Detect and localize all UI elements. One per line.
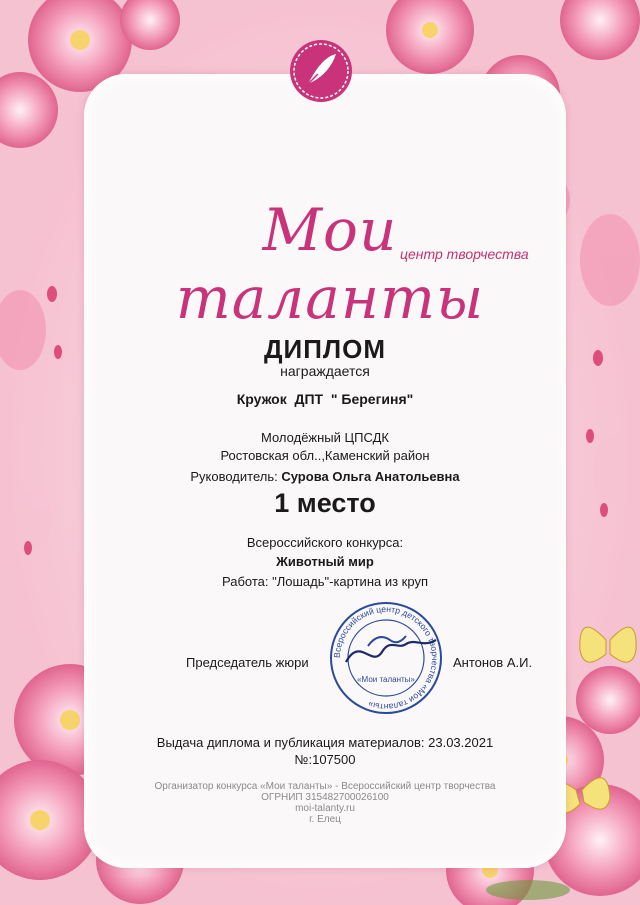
issue-date-line: Выдача диплома и публикация материалов: 23.03.2021 xyxy=(156,735,494,750)
jury-label: Председатель жюри xyxy=(186,655,309,670)
diploma-number: №:107500 xyxy=(294,752,356,767)
recipient-name: Кружок ДПТ " Берегиня" xyxy=(236,391,414,407)
quill-emblem-icon xyxy=(288,38,354,104)
stamp-center-text: «Мои таланты» xyxy=(357,675,415,684)
official-stamp xyxy=(328,600,444,716)
contest-name: Животный мир xyxy=(276,554,374,569)
leader-name: Сурова Ольга Анатольевна xyxy=(281,469,460,484)
organization-name: Молодёжный ЦПСДК xyxy=(261,430,389,445)
stamp-ring-text: Всероссийский центр детского творчества «Мои таланты» xyxy=(331,603,441,713)
diploma-title: ДИПЛОМ xyxy=(263,334,387,364)
awarded-text: награждается xyxy=(280,363,370,379)
footer-city: г. Елец xyxy=(309,814,341,825)
footer-ogrnip: ОГРНИП 315482700026100 xyxy=(261,792,389,803)
work-title: Работа: "Лошадь"-картина из круп xyxy=(222,574,428,589)
leader-label: Руководитель: xyxy=(190,469,278,484)
brand-logo: Мои таланты xyxy=(175,196,485,332)
contest-label: Всероссийского конкурса: xyxy=(246,535,404,550)
region-name: Ростовская обл..,Каменский район xyxy=(220,448,430,463)
footer-site: moi-talanty.ru xyxy=(295,803,355,814)
jury-name: Антонов А.И. xyxy=(453,655,533,670)
leader-line xyxy=(84,469,566,484)
place-award: 1 место xyxy=(274,488,376,518)
brand-subtitle: центр творчества xyxy=(400,246,529,262)
signature xyxy=(346,640,436,662)
footer-organizer: Организатор конкурса «Мои таланты» - Всероссийский центр творчества xyxy=(154,781,496,792)
